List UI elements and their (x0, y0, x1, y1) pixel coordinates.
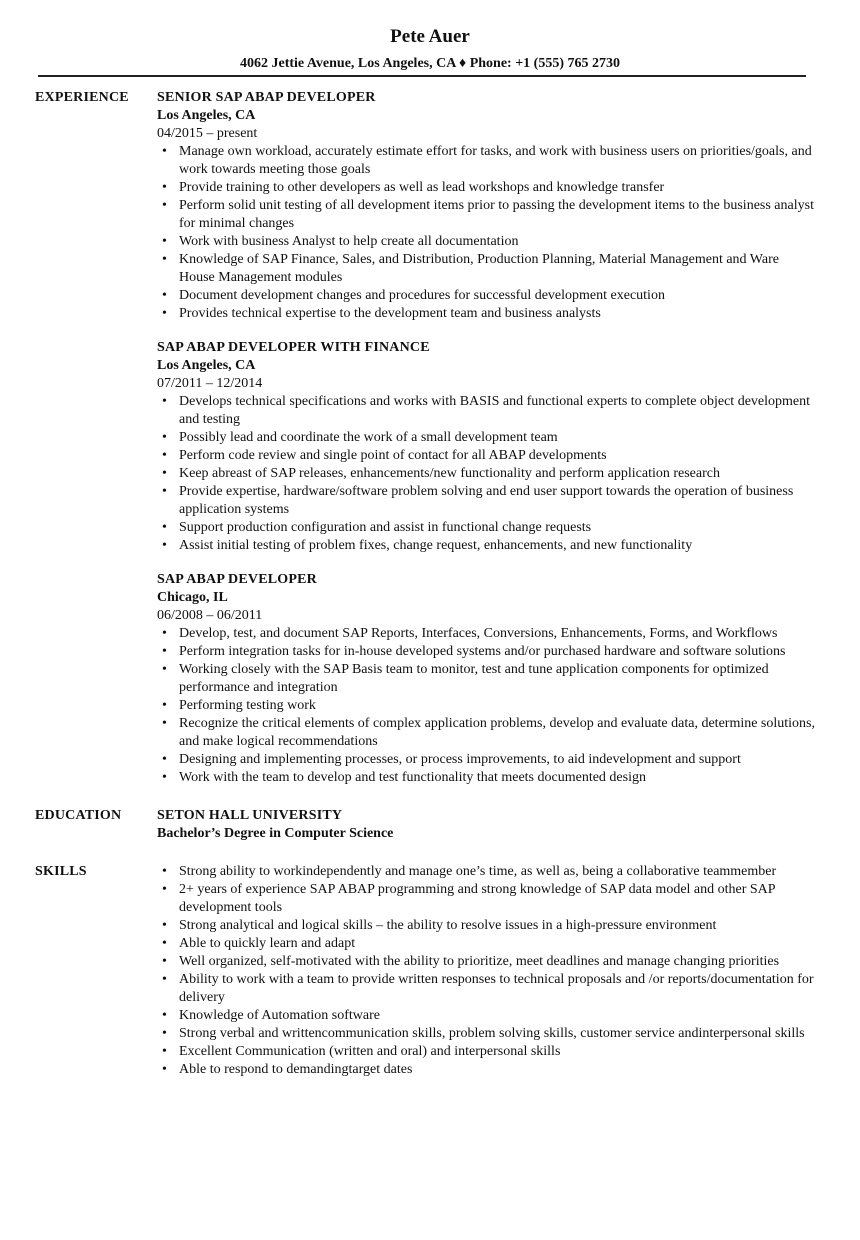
bullet-item: • Develops technical specifications and works with BASIS and functional experts to complete object development and testing (157, 393, 817, 429)
skill-item: • Able to quickly learn and adapt (157, 935, 817, 953)
bullet-item: • Develop, test, and document SAP Reports, Interfaces, Conversions, Enhancements, Forms, and Workflows (157, 625, 817, 643)
bullet-item: • Provide training to other developers as well as lead workshops and knowledge transfer (157, 179, 817, 197)
bullet-item: • Keep abreast of SAP releases, enhancements/new functionality and perform application research (157, 465, 817, 483)
bullet-item: • Work with business Analyst to help create all documentation (157, 233, 817, 251)
job-entry (157, 89, 817, 323)
job-title: SENIOR SAP ABAP DEVELOPER (157, 90, 376, 105)
contact-line: 4062 Jettie Avenue, Los Angeles, CA ♦ Phone: +1 (555) 765 2730 (239, 56, 620, 71)
bullet-item: • Perform code review and single point of contact for all ABAP developments (157, 447, 817, 465)
job-bullets (157, 393, 817, 555)
job-title: SAP ABAP DEVELOPER (157, 572, 317, 587)
bullet-item: • Possibly lead and coordinate the work of a small development team (157, 429, 817, 447)
bullet-item: • Document development changes and procedures for successful development execution (157, 287, 817, 305)
section-title-skills: SKILLS (35, 864, 87, 879)
experience-section (0, 89, 860, 787)
bullet-item: • Provides technical expertise to the development team and business analysts (157, 305, 817, 323)
resume-header (0, 0, 860, 75)
bullet-item: • Manage own workload, accurately estimate effort for tasks, and work with business users on priorities/goals, and work towards meeting those goals (157, 143, 817, 179)
job-entry (157, 339, 817, 555)
job-location: Chicago, IL (157, 590, 228, 605)
bullet-item: • Perform integration tasks for in-house developed systems and/or purchased hardware and software solutions (157, 643, 817, 661)
skill-item: • Well organized, self-motivated with the ability to prioritize, meet deadlines and manage changing priorities (157, 953, 817, 971)
school-name: SETON HALL UNIVERSITY (157, 808, 343, 823)
bullet-item: • Assist initial testing of problem fixes, change request, enhancements, and new functionality (157, 537, 817, 555)
bullet-item: • Knowledge of SAP Finance, Sales, and Distribution, Production Planning, Material Management and Ware House Management modules (157, 251, 817, 287)
bullet-item: • Support production configuration and assist in functional change requests (157, 519, 817, 537)
education-section (0, 807, 860, 843)
bullet-item: • Recognize the critical elements of complex application problems, develop and evaluate data, determine solutions, and make logical recommendations (157, 715, 817, 751)
skill-item: • Able to respond to demandingtarget dates (157, 1061, 817, 1079)
bullet-item: • Designing and implementing processes, or process improvements, to aid indevelopment and support (157, 751, 817, 769)
skill-item: • Excellent Communication (written and oral) and interpersonal skills (157, 1043, 817, 1061)
skill-item: • Knowledge of Automation software (157, 1007, 817, 1025)
skill-item: • Strong ability to workindependently and manage one’s time, as well as, being a collaborative teammember (157, 863, 817, 881)
job-bullets (157, 143, 817, 323)
section-title-education: EDUCATION (35, 808, 122, 823)
bullet-item: • Performing testing work (157, 697, 817, 715)
job-dates: 06/2008 – 06/2011 (157, 608, 263, 623)
skills-section (0, 863, 860, 1079)
job-title: SAP ABAP DEVELOPER WITH FINANCE (157, 340, 430, 355)
experience-list (157, 89, 817, 787)
job-bullets (157, 625, 817, 787)
skill-item: • Ability to work with a team to provide written responses to technical proposals and /or reports/documentation for delivery (157, 971, 817, 1007)
skills-list (157, 863, 817, 1079)
bullet-item: • Working closely with the SAP Basis team to monitor, test and tune application components for optimized performance and integration (157, 661, 817, 697)
skill-item: • Strong verbal and writtencommunication skills, problem solving skills, customer service andinterpersonal skills (157, 1025, 817, 1043)
candidate-name: Pete Auer (390, 26, 470, 47)
job-dates: 07/2011 – 12/2014 (157, 376, 263, 391)
job-dates: 04/2015 – present (157, 126, 258, 141)
skill-item: • Strong analytical and logical skills – the ability to resolve issues in a high-pressure environment (157, 917, 817, 935)
job-entry (157, 571, 817, 787)
degree: Bachelor’s Degree in Computer Science (157, 826, 394, 841)
section-title-experience: EXPERIENCE (35, 90, 129, 105)
skill-item: • 2+ years of experience SAP ABAP programming and strong knowledge of SAP data model and other SAP development tools (157, 881, 817, 917)
job-location: Los Angeles, CA (157, 108, 256, 123)
bullet-item: • Perform solid unit testing of all development items prior to passing the development items to the business analyst for minimal changes (157, 197, 817, 233)
bullet-item: • Provide expertise, hardware/software problem solving and end user support towards the operation of business application systems (157, 483, 817, 519)
bullet-item: • Work with the team to develop and test functionality that meets documented design (157, 769, 817, 787)
job-location: Los Angeles, CA (157, 358, 256, 373)
